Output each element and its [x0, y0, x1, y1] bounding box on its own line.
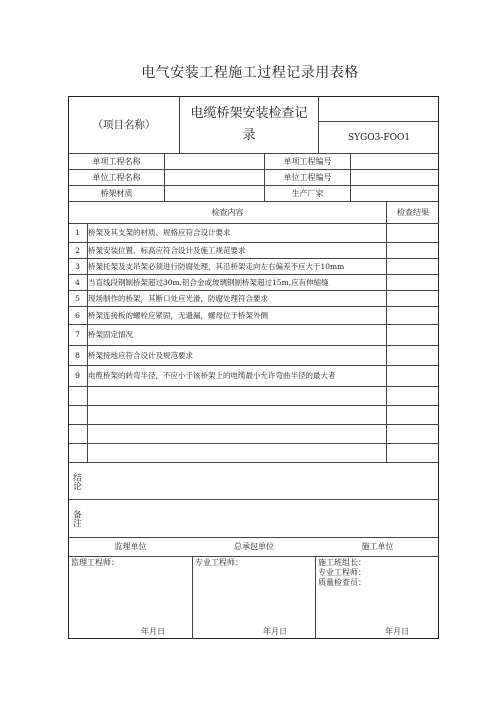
blank-row[interactable]	[69, 444, 439, 462]
info-label-single-project-code: 单项工程编号	[283, 156, 332, 166]
check-item-text: 桥架接地应符合设计及规范要求	[88, 350, 193, 360]
info-label-tray-material: 桥架材质	[100, 188, 133, 198]
info-label-unit-project-code: 单位工程编号	[283, 172, 332, 182]
supervisor-unit: 监理单位	[114, 542, 147, 551]
check-item-num: 4	[75, 277, 80, 287]
info-label-single-project-name: 单项工程名称	[92, 156, 141, 166]
check-item-num: 9	[75, 371, 80, 380]
check-item-result[interactable]	[387, 346, 439, 365]
check-item-text: 桥架及其支架的材质、规格应符合设计要求	[88, 228, 231, 237]
check-item-result[interactable]	[387, 366, 439, 386]
construction-date: 年月日	[385, 627, 409, 636]
info-label-unit-project-name: 单位工程名称	[92, 172, 141, 182]
check-item-result[interactable]	[387, 275, 439, 290]
quality-inspector-label: 质量检查员：	[318, 578, 366, 587]
info-value-single-project-code[interactable]	[351, 154, 439, 169]
check-item-result[interactable]	[387, 259, 439, 274]
form-code: SYGO3-FOO1	[347, 132, 411, 143]
check-item-result[interactable]	[387, 307, 439, 324]
construction-unit: 施工单位	[361, 542, 394, 551]
info-value-unit-project-code[interactable]	[351, 170, 439, 185]
remark-label-text: 备注	[71, 510, 82, 527]
check-item-num: 5	[75, 293, 80, 303]
form-title	[180, 97, 318, 153]
general-date: 年月日	[263, 627, 287, 636]
check-item-text: 桥架托架及支吊架必须进行防腐处理，其沿桥架走向左右偏差不应大于10mm	[88, 261, 345, 271]
check-item-num: 2	[75, 245, 80, 255]
conclusion-label-text: 结论	[71, 472, 82, 490]
check-item-text: 桥架安装位置、标高应符合设计及施工规范要求	[88, 245, 246, 255]
info-value-unit-project-name[interactable]	[165, 170, 264, 185]
document-title: 电气安装工程施工过程记录用表格	[141, 65, 359, 81]
conclusion-label	[69, 463, 83, 499]
info-value-manufacturer[interactable]	[351, 186, 439, 201]
project-name: （项目名称）	[92, 119, 156, 131]
team-leader-label: 施工班组长：	[318, 558, 366, 567]
check-item-result[interactable]	[387, 291, 439, 306]
blank-row[interactable]	[69, 387, 439, 405]
remark-label	[69, 500, 83, 537]
check-item-text: 当直线段钢制桥架超过30m,铝合金或玻璃钢制桥架超过15m,应有伸缩缝	[88, 277, 329, 287]
form-title-text: 电缆桥架安装检查记录	[190, 106, 308, 143]
general-unit: 总承包单位	[234, 542, 274, 551]
supervisor-engineer-label: 监理工程师：	[71, 558, 119, 567]
blank-row[interactable]	[69, 425, 439, 443]
check-item-num: 6	[75, 310, 80, 320]
check-item-result[interactable]	[387, 325, 439, 345]
check-item-result[interactable]	[387, 243, 439, 258]
supervisor-date: 年月日	[141, 627, 165, 636]
check-item-num: 1	[75, 228, 80, 237]
info-label-manufacturer: 生产厂家	[291, 188, 324, 198]
info-value-single-project-name[interactable]	[165, 154, 264, 169]
check-item-result[interactable]	[387, 224, 439, 242]
check-item-num: 8	[75, 350, 80, 360]
check-item-text: 现场制作的桥架，其断口处应光滑，防腐处理符合要求	[88, 293, 268, 303]
check-content-header: 检查内容	[211, 207, 244, 217]
conclusion-area[interactable]	[84, 463, 439, 499]
inspection-form	[68, 96, 439, 639]
remark-area[interactable]	[84, 500, 439, 537]
check-item-num: 3	[75, 261, 80, 271]
blank-row[interactable]	[69, 406, 439, 424]
general-engineer-label: 专业工程师：	[195, 558, 243, 567]
check-item-num: 7	[75, 330, 80, 339]
check-item-text: 桥架连接板的螺栓应紧固，无遗漏，螺母位于桥架外侧	[88, 310, 268, 320]
check-result-header: 检查结果	[397, 207, 429, 217]
info-value-tray-material[interactable]	[165, 186, 264, 201]
construction-engineer-label: 专业工程师：	[318, 568, 366, 577]
check-item-text: 电缆桥架的转弯半径，不应小于该桥架上的电缆最小允许弯曲半径的最大者	[88, 371, 336, 380]
check-item-text: 桥架固定情况	[88, 330, 133, 339]
